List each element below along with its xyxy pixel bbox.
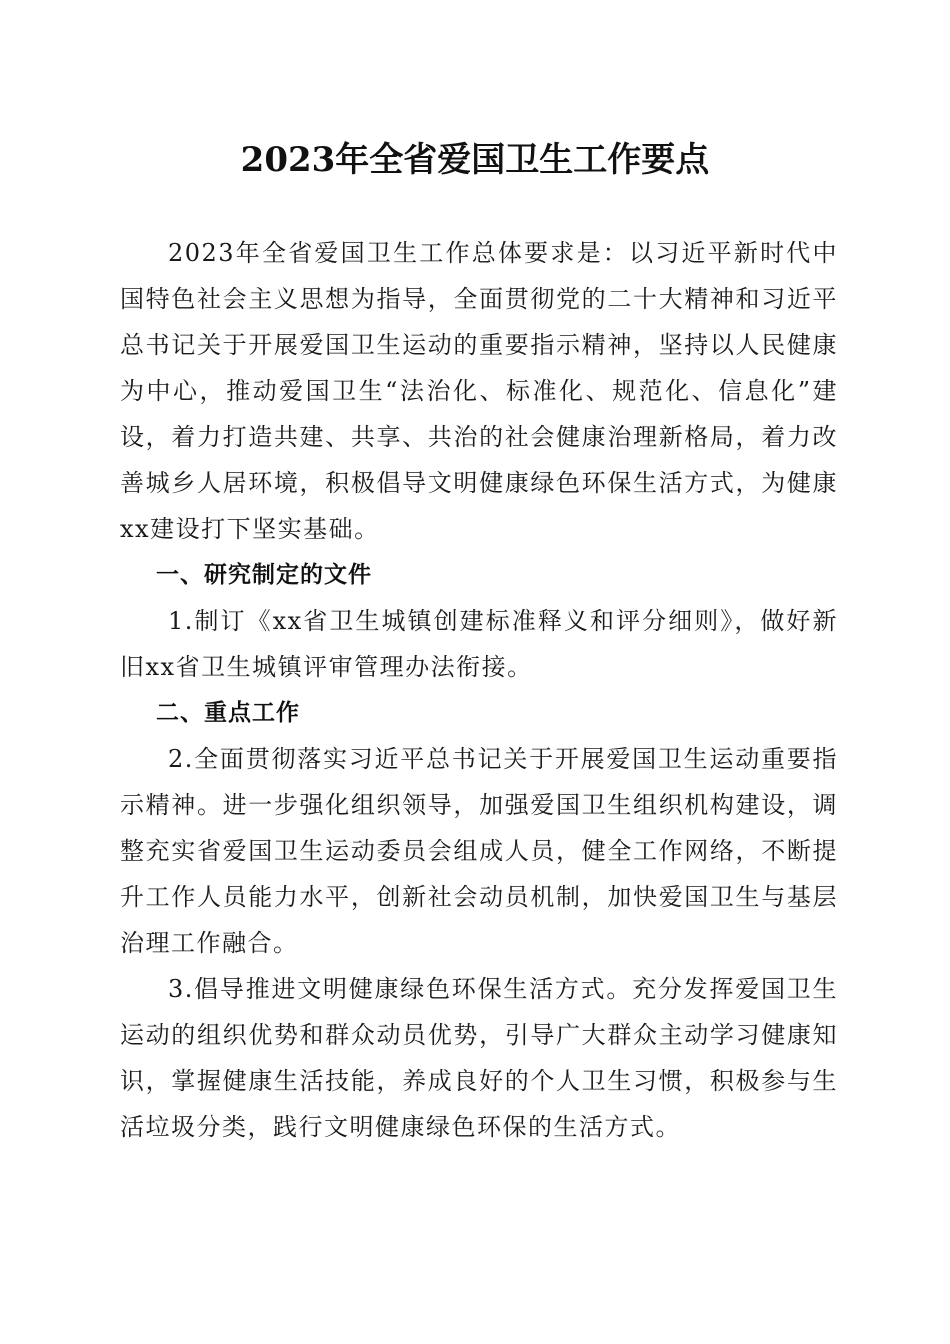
section-item-2: 2.全面贯彻落实习近平总书记关于开展爱国卫生运动重要指示精神。进一步强化组织领导，加强爱国卫生组织机构建设，调整充实省爱国卫生运动委员会组成人员，健全工作网络，不断提升工作人员能力水平，创新社会动员机制，加快爱国卫生与基层治理工作融合。 (120, 745, 838, 957)
document-title: 2023年全省爱国卫生工作要点 (240, 140, 710, 180)
section-item-1: 1.制订《xx省卫生城镇创建标准释义和评分细则》，做好新旧xx省卫生城镇评审管理办法衔接。 (120, 607, 838, 681)
intro-paragraph: 2023年全省爱国卫生工作总体要求是：以习近平新时代中国特色社会主义思想为指导，全面贯彻党的二十大精神和习近平总书记关于开展爱国卫生运动的重要指示精神，坚持以人民健康为中心，推动爱国卫生“法治化、标准化、规范化、信息化”建设，着力打造共建、共享、共治的社会健康治理新格局，着力改善城乡人居环境，积极倡导文明健康绿色环保生活方式，为健康xx建设打下坚实基础。 (120, 239, 838, 543)
section-heading-documents: 一、研究制定的文件 (156, 562, 372, 588)
section-item-3: 3.倡导推进文明健康绿色环保生活方式。充分发挥爱国卫生运动的组织优势和群众动员优势，引导广大群众主动学习健康知识，掌握健康生活技能，养成良好的个人卫生习惯，积极参与生活垃圾分类，践行文明健康绿色环保的生活方式。 (120, 975, 838, 1141)
section-heading-key-work: 二、重点工作 (156, 700, 300, 726)
document-body (120, 230, 838, 1150)
